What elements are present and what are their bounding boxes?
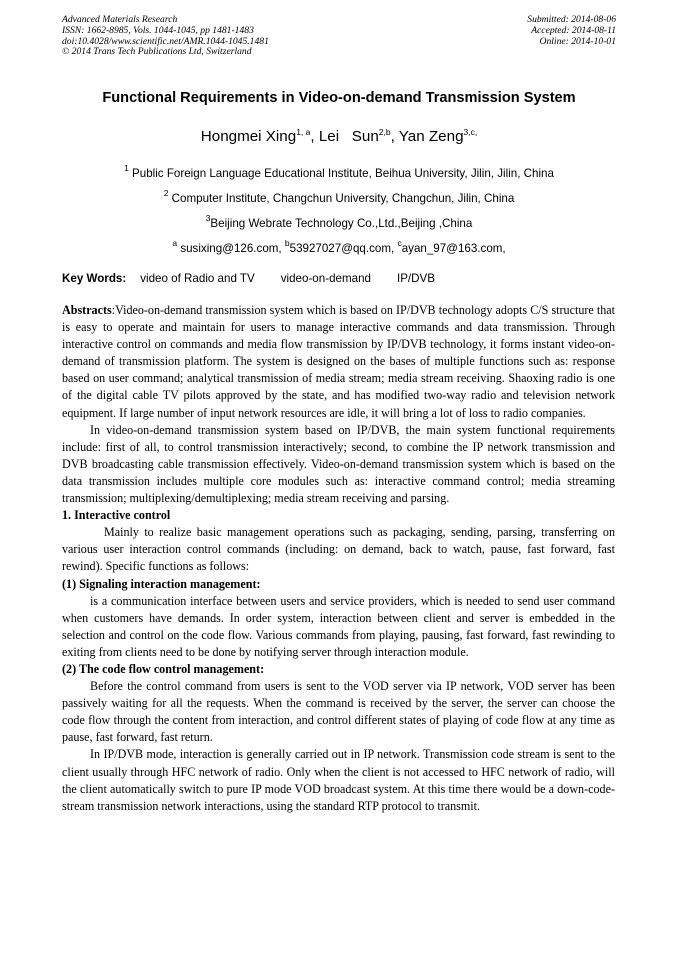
paragraph: In video-on-demand transmission system based on IP/DVB, the main system functional requirements include: first of all, to control transmission interactively; second, to combine the IP network transmission and DVB broadcasting cable transmission effectively. Video-on-demand transmission system which is based on the data transmission includes multiple core modules such as: interactive command control; media streaming transmission; multiplexing/demultiplexing; media stream receiving and parsing. xyxy=(62,422,615,506)
abstract xyxy=(62,302,615,422)
author-superscript: 3,c, xyxy=(463,127,478,137)
author-superscript: 1, a xyxy=(296,127,311,137)
keywords xyxy=(62,272,435,285)
submitted-date: Submitted: 2014-08-06 xyxy=(527,14,616,25)
subsection-heading: (2) The code flow control management: xyxy=(62,661,265,676)
paragraph: In IP/DVB mode, interaction is generally carried out in IP network. Transmission code stream is sent to the client usually through HFC network of radio. Only when the client is not accessed to HFC network of radio, will the client automatically switch to pure IP mode VOD broadcast system. At this time there would be a down-code-stream transmission network interactions, using the standard RTP protocol to transmit. xyxy=(62,747,615,813)
journal-name: Advanced Materials Research xyxy=(62,14,178,25)
journal-info xyxy=(62,15,269,58)
accepted-date: Accepted: 2014-08-11 xyxy=(531,24,616,36)
keywords-label: Key Words: xyxy=(62,272,127,285)
author-superscript: 2,b xyxy=(378,127,391,137)
publication-dates xyxy=(527,15,616,47)
keyword: IP/DVB xyxy=(396,272,435,285)
paper-title: Functional Requirements in Video-on-demand Transmission System xyxy=(102,90,576,106)
online-date: Online: 2014-10-01 xyxy=(539,35,616,47)
doi-line: doi:10.4028/www.scientific.net/AMR.1044-1045.1481 xyxy=(62,35,269,47)
email-line: $^a$ susixing@126.com, $^b$53927027@qq.com, $^c$ayan_97@163.com, xyxy=(172,238,506,255)
keyword: video of Radio and TV xyxy=(140,272,255,285)
affiliation-2: $^2$ Computer Institute, Changchun University, Changchun, Jilin, China xyxy=(163,188,515,205)
paper-body xyxy=(62,302,615,815)
paragraph: Before the control command from users is sent to the VOD server via IP network, VOD server has been passively waiting for all the requests. When the command is received by the server, the server can choose the code flow through the content from interaction, and control different states of playing of code flow at any time as pause, fast forward, fast return. xyxy=(62,679,615,745)
author-list: Hongmei Xing$^{1, a}$, Lei Sun$^{2,b}$, Yan Zeng$^{3,c,}$ xyxy=(200,127,478,145)
author-name: Hongmei Xing xyxy=(200,128,297,145)
author-name: Lei Sun xyxy=(318,128,379,145)
keyword: video-on-demand xyxy=(280,272,371,285)
paragraph: is a communication interface between users and service providers, which is needed to send user command when customers have demands. In order system, interaction between client and server is embedded in the selection and control on the code flow. Various commands from playing, pausing, fast forward, fast rewinding to exiting from clients need to be done by notifying server through interaction module. xyxy=(62,593,615,659)
section-heading: 1. Interactive control xyxy=(62,508,171,523)
abstract-text: :Video-on-demand transmission system which is based on IP/DVB technology adopts C/S structure that is easy to operate and maintain for users to manage interactive commands and data transmission. Through interactive control on commands and media flow transmission by IP/DVB technology, it forms instant video-on-demand of transmission platform. The system is designed on the bases of multiple functions such as: response based on user command; analytical transmission of media stream; media stream receiving. Shaoxing radio is one of the digital cable TV pilots approved by the state, and has modified two-way radio and television network equipment. If large number of input network resources are idle, it will bring a lot of loss to radio companies. xyxy=(62,303,615,420)
author-name: Yan Zeng xyxy=(398,128,464,145)
affiliation-3: $^3$Beijing Webrate Technology Co.,Ltd.,Beijing ,China xyxy=(205,213,473,230)
abstract-label: Abstracts xyxy=(62,303,112,317)
copyright-line: © 2014 Trans Tech Publications Ltd, Switzerland xyxy=(62,46,252,58)
issn-line: ISSN: 1662-8985, Vols. 1044-1045, pp 1481-1483 xyxy=(62,24,254,36)
paragraph: Mainly to realize basic management operations such as packaging, sending, parsing, transferring on various user interaction control commands (including: on demand, back to watch, pause, fast forward, fast rewind). Specific functions as follows: xyxy=(62,525,615,574)
affiliation-1: $^1$ Public Foreign Language Educational Institute, Beihua University, Jilin, Jilin, China xyxy=(124,163,554,180)
subsection-heading: (1) Signaling interaction management: xyxy=(62,576,261,591)
